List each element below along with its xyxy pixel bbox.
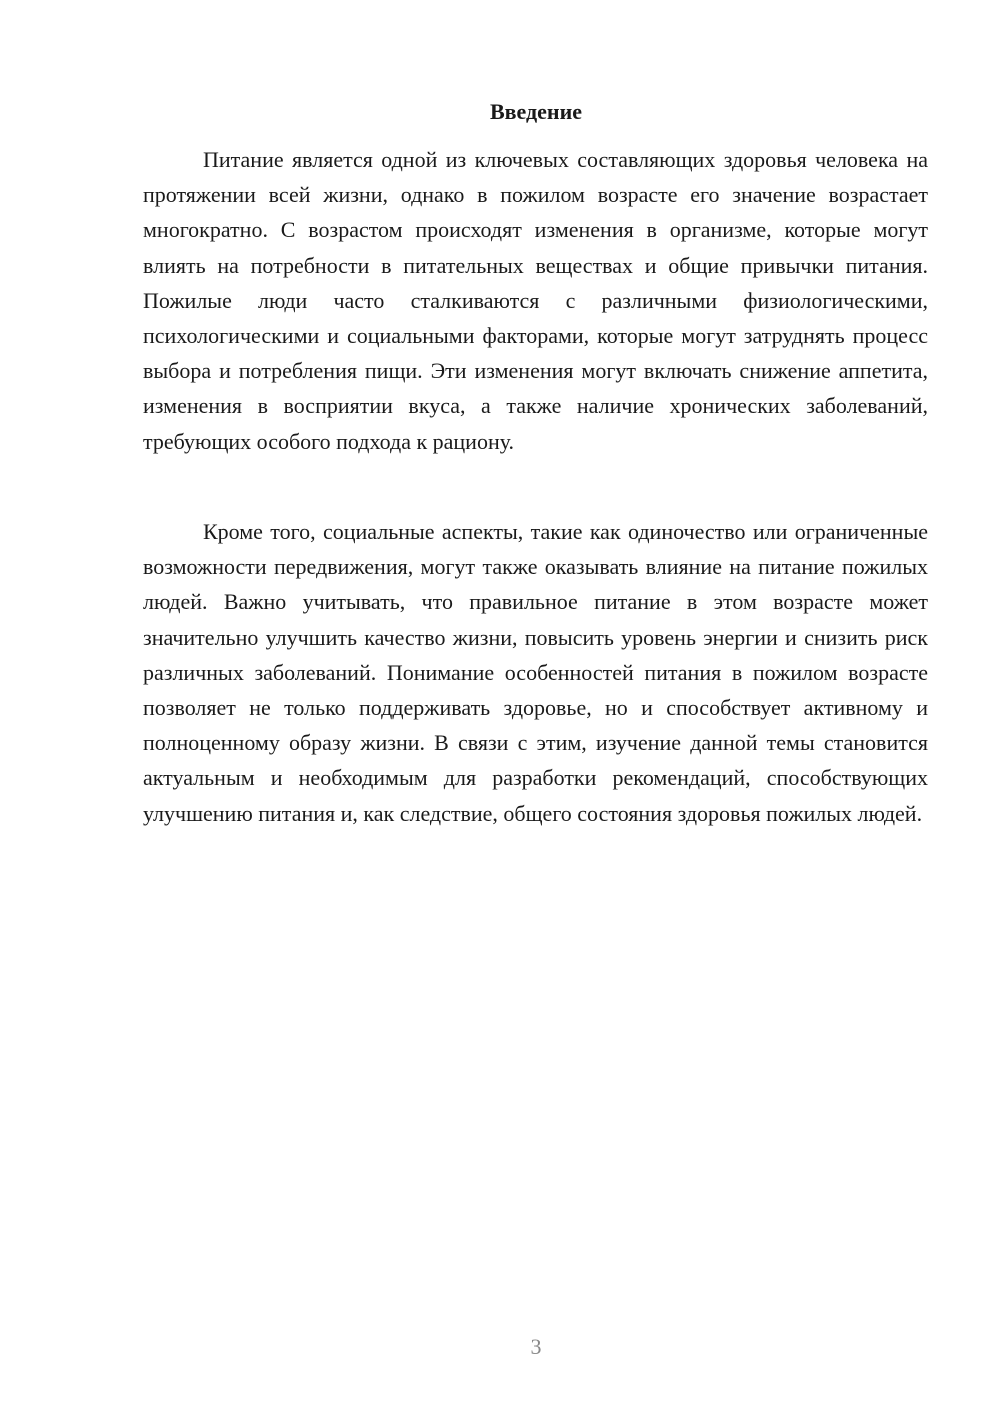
paragraph-introduction: Питание является одной из ключевых составляющих здоровья человека на протяжении всей жизни, однако в пожилом возрасте его значение возрастает многократно. С возрастом происходят изменения в организме, которые могут влиять на потребности в питательных веществах и общие привычки питания. Пожилые люди часто сталкиваются с различными физиологическими, психологическими и социальными факторами, которые могут затруднять процесс выбора и потребления пищи. Эти изменения могут включать снижение аппетита, изменения в восприятии вкуса, а также наличие хронических заболеваний, требующих особого подхода к рациону. [143, 147, 928, 454]
paragraph-social-aspects: Кроме того, социальные аспекты, такие как одиночество или ограниченные возможности передвижения, могут также оказывать влияние на питание пожилых людей. Важно учитывать, что правильное питание в этом возрасте может значительно улучшить качество жизни, повысить уровень энергии и снизить риск различных заболеваний. Понимание особенностей питания в пожилом возрасте позволяет не только поддерживать здоровье, но и способствует активному и полноценному образу жизни. В связи с этим, изучение данной темы становится актуальным и необходимым для разработки рекомендаций, способствующих улучшению питания и, как следствие, общего состояния здоровья пожилых людей. [143, 519, 928, 826]
section-title: Введение [489, 99, 583, 124]
page-number: 3 [530, 1334, 542, 1359]
